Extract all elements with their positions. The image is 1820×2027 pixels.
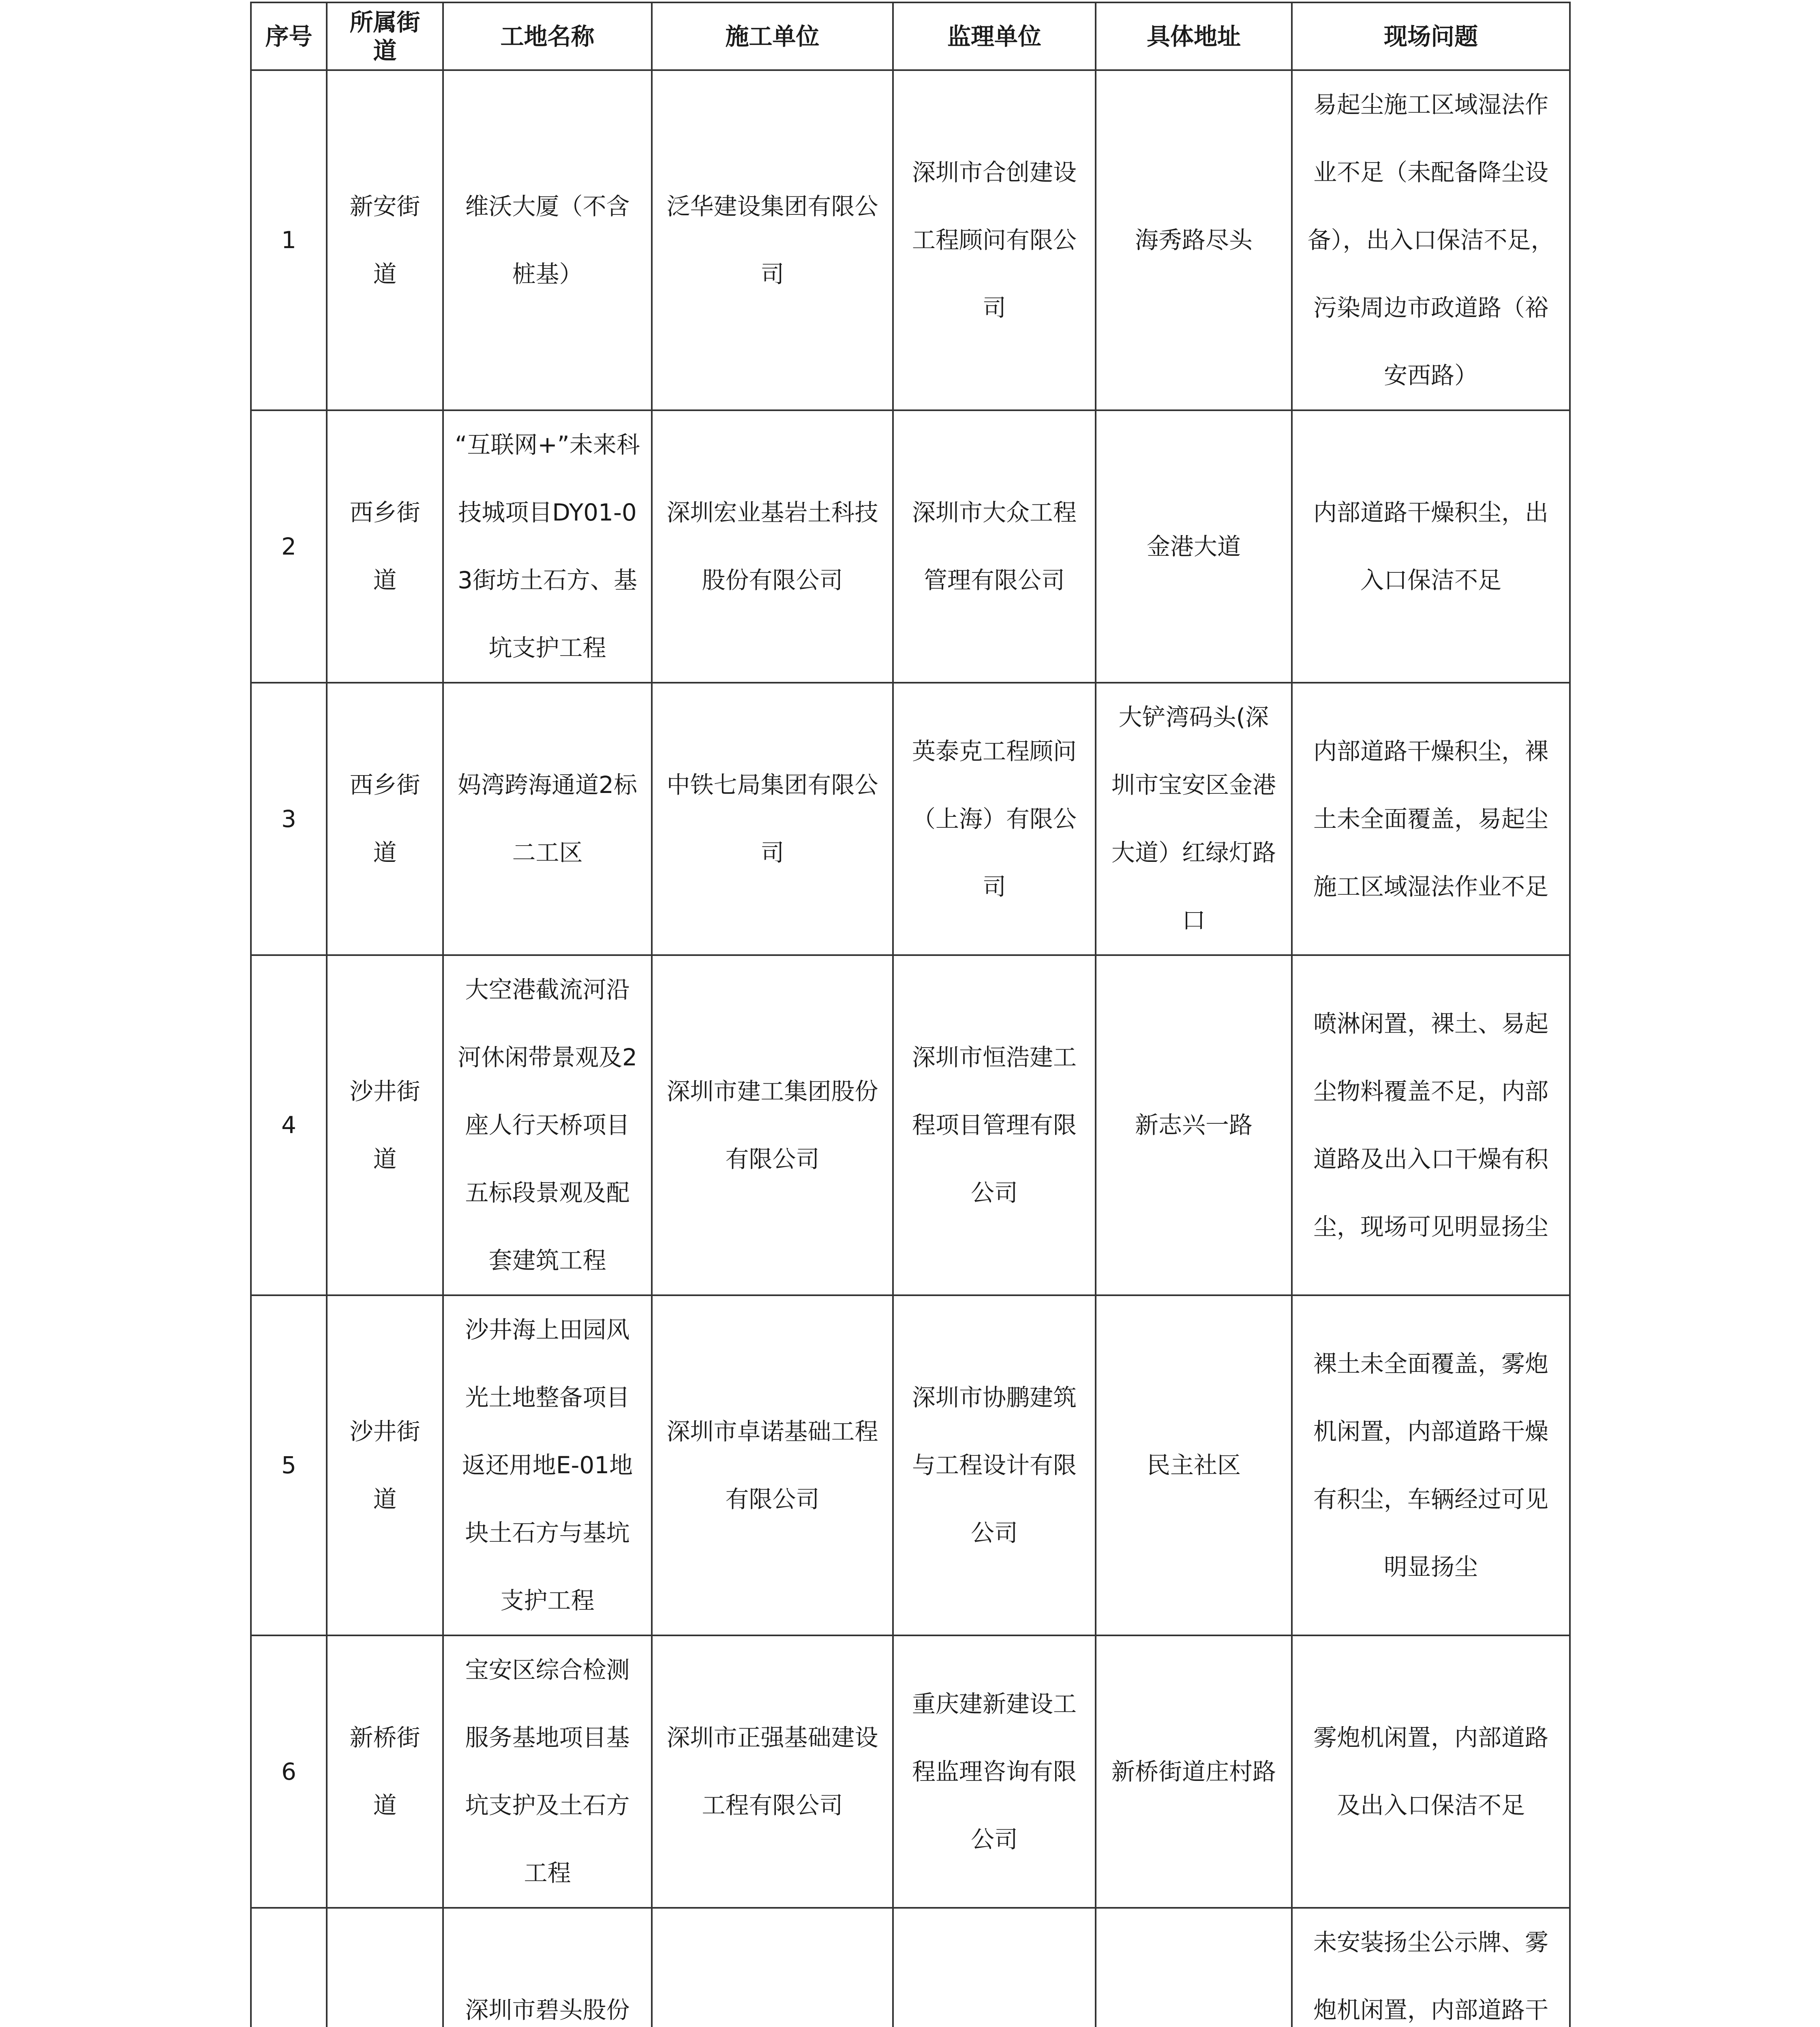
cell-supervisor: 深圳市大众工程管理有限公司 — [893, 410, 1096, 683]
header-street: 所属街道 — [327, 2, 443, 70]
cell-issue: 喷淋闲置，裸土、易起尘物料覆盖不足，内部道路及出入口干燥有积尘，现场可见明显扬尘 — [1292, 955, 1570, 1295]
cell-site-name: 宝安区综合检测服务基地项目基坑支护及土石方工程 — [443, 1635, 652, 1908]
cell-issue: 内部道路干燥积尘，裸土未全面覆盖，易起尘施工区域湿法作业不足 — [1292, 683, 1570, 955]
cell-index — [251, 1908, 327, 2027]
cell-street: 沙井街道 — [327, 955, 443, 1295]
table-row — [251, 1908, 1570, 2027]
cell-street: 新安街道 — [327, 70, 443, 410]
cell-supervisor: 深圳市合创建设工程顾问有限公司 — [893, 70, 1096, 410]
cell-contractor: 深圳市正强基础建设工程有限公司 — [652, 1635, 893, 1908]
cell-street: 西乡街道 — [327, 410, 443, 683]
cell-address: 金港大道 — [1096, 410, 1292, 683]
cell-street — [327, 1908, 443, 2027]
cell-issue: 雾炮机闲置，内部道路及出入口保洁不足 — [1292, 1635, 1570, 1908]
cell-supervisor: 深圳市恒浩建工程项目管理有限公司 — [893, 955, 1096, 1295]
table-row — [251, 1635, 1570, 1908]
cell-index: 4 — [251, 955, 327, 1295]
table-row — [251, 410, 1570, 683]
cell-issue: 易起尘施工区域湿法作业不足（未配备降尘设备），出入口保洁不足，污染周边市政道路（裕安西路） — [1292, 70, 1570, 410]
header-supervisor: 监理单位 — [893, 2, 1096, 70]
table-row — [251, 1295, 1570, 1635]
cell-supervisor: 英泰克工程顾问（上海）有限公司 — [893, 683, 1096, 955]
header-row — [251, 2, 1570, 70]
cell-site-name: “互联网+”未来科技城项目DY01-03街坊土石方、基坑支护工程 — [443, 410, 652, 683]
header-address: 具体地址 — [1096, 2, 1292, 70]
cell-street: 沙井街道 — [327, 1295, 443, 1635]
cell-supervisor — [893, 1908, 1096, 2027]
cell-contractor — [652, 1908, 893, 2027]
cell-site-name: 维沃大厦（不含桩基） — [443, 70, 652, 410]
cell-index: 1 — [251, 70, 327, 410]
header-index: 序号 — [251, 2, 327, 70]
inspection-table — [250, 2, 1571, 2027]
table-row — [251, 955, 1570, 1295]
cell-site-name: 沙井海上田园风光土地整备项目返还用地E-01地块土石方与基坑支护工程 — [443, 1295, 652, 1635]
cell-supervisor: 深圳市协鹏建筑与工程设计有限公司 — [893, 1295, 1096, 1635]
cell-index: 3 — [251, 683, 327, 955]
cell-address: 民主社区 — [1096, 1295, 1292, 1635]
header-contractor: 施工单位 — [652, 2, 893, 70]
cell-site-name: 深圳市碧头股份 — [443, 1908, 652, 2027]
cell-index: 2 — [251, 410, 327, 683]
cell-site-name: 大空港截流河沿河休闲带景观及2座人行天桥项目五标段景观及配套建筑工程 — [443, 955, 652, 1295]
cell-contractor: 泛华建设集团有限公司 — [652, 70, 893, 410]
cell-index: 5 — [251, 1295, 327, 1635]
cell-address: 新桥街道庄村路 — [1096, 1635, 1292, 1908]
cell-issue: 内部道路干燥积尘，出入口保洁不足 — [1292, 410, 1570, 683]
cell-issue: 裸土未全面覆盖，雾炮机闲置，内部道路干燥有积尘，车辆经过可见明显扬尘 — [1292, 1295, 1570, 1635]
table-row — [251, 683, 1570, 955]
cell-index: 6 — [251, 1635, 327, 1908]
cell-contractor: 深圳市建工集团股份有限公司 — [652, 955, 893, 1295]
cell-address: 大铲湾码头(深圳市宝安区金港大道）红绿灯路口 — [1096, 683, 1292, 955]
cell-issue: 未安装扬尘公示牌、雾炮机闲置，内部道路干 — [1292, 1908, 1570, 2027]
header-site-name: 工地名称 — [443, 2, 652, 70]
cell-address: 新志兴一路 — [1096, 955, 1292, 1295]
cell-contractor: 深圳市卓诺基础工程有限公司 — [652, 1295, 893, 1635]
cell-address: 海秀路尽头 — [1096, 70, 1292, 410]
cell-street: 新桥街道 — [327, 1635, 443, 1908]
cell-address — [1096, 1908, 1292, 2027]
cell-supervisor: 重庆建新建设工程监理咨询有限公司 — [893, 1635, 1096, 1908]
cell-street: 西乡街道 — [327, 683, 443, 955]
cell-contractor: 深圳宏业基岩土科技股份有限公司 — [652, 410, 893, 683]
cell-site-name: 妈湾跨海通道2标二工区 — [443, 683, 652, 955]
cell-contractor: 中铁七局集团有限公司 — [652, 683, 893, 955]
table-row — [251, 70, 1570, 410]
header-issue: 现场问题 — [1292, 2, 1570, 70]
